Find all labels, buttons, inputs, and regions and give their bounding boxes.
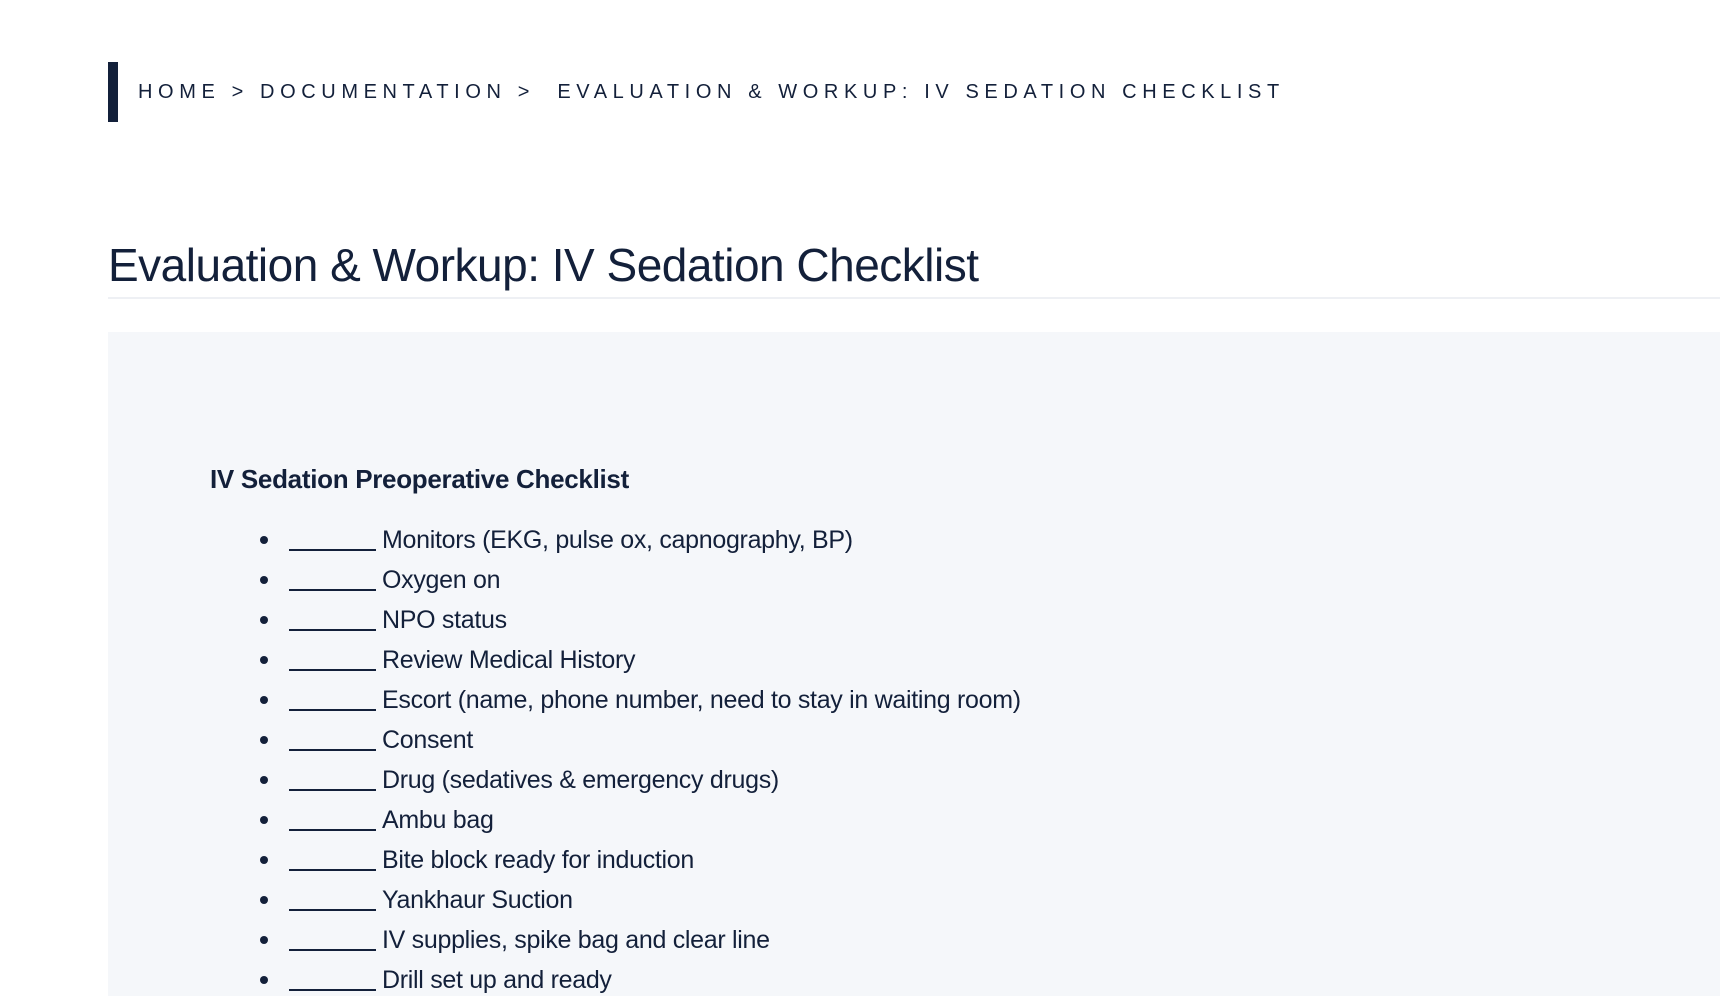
checklist-item — [108, 560, 1021, 600]
bullet-icon — [260, 616, 268, 624]
checkoff-blank-line — [289, 521, 376, 551]
checklist-item — [108, 960, 1021, 1000]
checklist-item — [108, 640, 1021, 680]
checklist-item-label: NPO status — [382, 606, 507, 634]
checklist-item-label: Escort (name, phone number, need to stay in waiting room) — [382, 686, 1021, 714]
checklist-item — [108, 520, 1021, 560]
checklist-item — [108, 800, 1021, 840]
bullet-icon — [260, 896, 268, 904]
bullet-icon — [260, 576, 268, 584]
checkoff-blank-line — [289, 921, 376, 951]
content-panel — [108, 332, 1720, 996]
checklist-item-label: Drug (sedatives & emergency drugs) — [382, 766, 779, 794]
bullet-icon — [260, 656, 268, 664]
checklist-item — [108, 680, 1021, 720]
checklist-item-label: IV supplies, spike bag and clear line — [382, 926, 770, 954]
bullet-icon — [260, 816, 268, 824]
title-divider — [108, 297, 1720, 299]
checklist-item-label: Consent — [382, 726, 474, 754]
breadcrumb-home-link[interactable]: HOME — [138, 80, 221, 103]
checklist-item-label: Yankhaur Suction — [382, 886, 573, 914]
checklist-item — [108, 600, 1021, 640]
bullet-icon — [260, 776, 268, 784]
checkoff-blank-line — [289, 881, 376, 911]
checkoff-blank-line — [289, 841, 376, 871]
breadcrumb-accent-bar — [108, 62, 118, 122]
checkoff-blank-line — [289, 641, 376, 671]
checkoff-blank-line — [289, 961, 376, 991]
checklist-item — [108, 920, 1021, 960]
checklist-item — [108, 880, 1021, 920]
checklist-item — [108, 720, 1021, 760]
checklist-item-label: Drill set up and ready — [382, 966, 612, 994]
page-title: Evaluation & Workup: IV Sedation Checklist — [108, 239, 979, 291]
checkoff-blank-line — [289, 681, 376, 711]
checklist-item-label: Oxygen on — [382, 566, 501, 594]
breadcrumb-separator: > — [231, 80, 249, 103]
bullet-icon — [260, 856, 268, 864]
checklist-item-label: Ambu bag — [382, 806, 494, 834]
breadcrumb-current-page: EVALUATION & WORKUP: IV SEDATION CHECKLIST — [557, 80, 1285, 103]
bullet-icon — [260, 736, 268, 744]
checklist-item — [108, 760, 1021, 800]
bullet-icon — [260, 936, 268, 944]
checkoff-blank-line — [289, 761, 376, 791]
checkoff-blank-line — [289, 601, 376, 631]
checkoff-blank-line — [289, 801, 376, 831]
checklist-heading: IV Sedation Preoperative Checklist — [210, 464, 629, 494]
bullet-icon — [260, 536, 268, 544]
breadcrumb — [108, 62, 1285, 122]
breadcrumb-documentation-link[interactable]: DOCUMENTATION — [260, 80, 507, 103]
checklist-item-label: Review Medical History — [382, 646, 636, 674]
checkoff-blank-line — [289, 561, 376, 591]
breadcrumb-separator: > — [517, 80, 535, 103]
checklist-item-label: Bite block ready for induction — [382, 846, 695, 874]
bullet-icon — [260, 696, 268, 704]
breadcrumb-trail — [138, 81, 1285, 104]
bullet-icon — [260, 976, 268, 984]
checklist — [108, 520, 1021, 1000]
checklist-item-label: Monitors (EKG, pulse ox, capnography, BP) — [382, 526, 853, 554]
checklist-item — [108, 840, 1021, 880]
checkoff-blank-line — [289, 721, 376, 751]
